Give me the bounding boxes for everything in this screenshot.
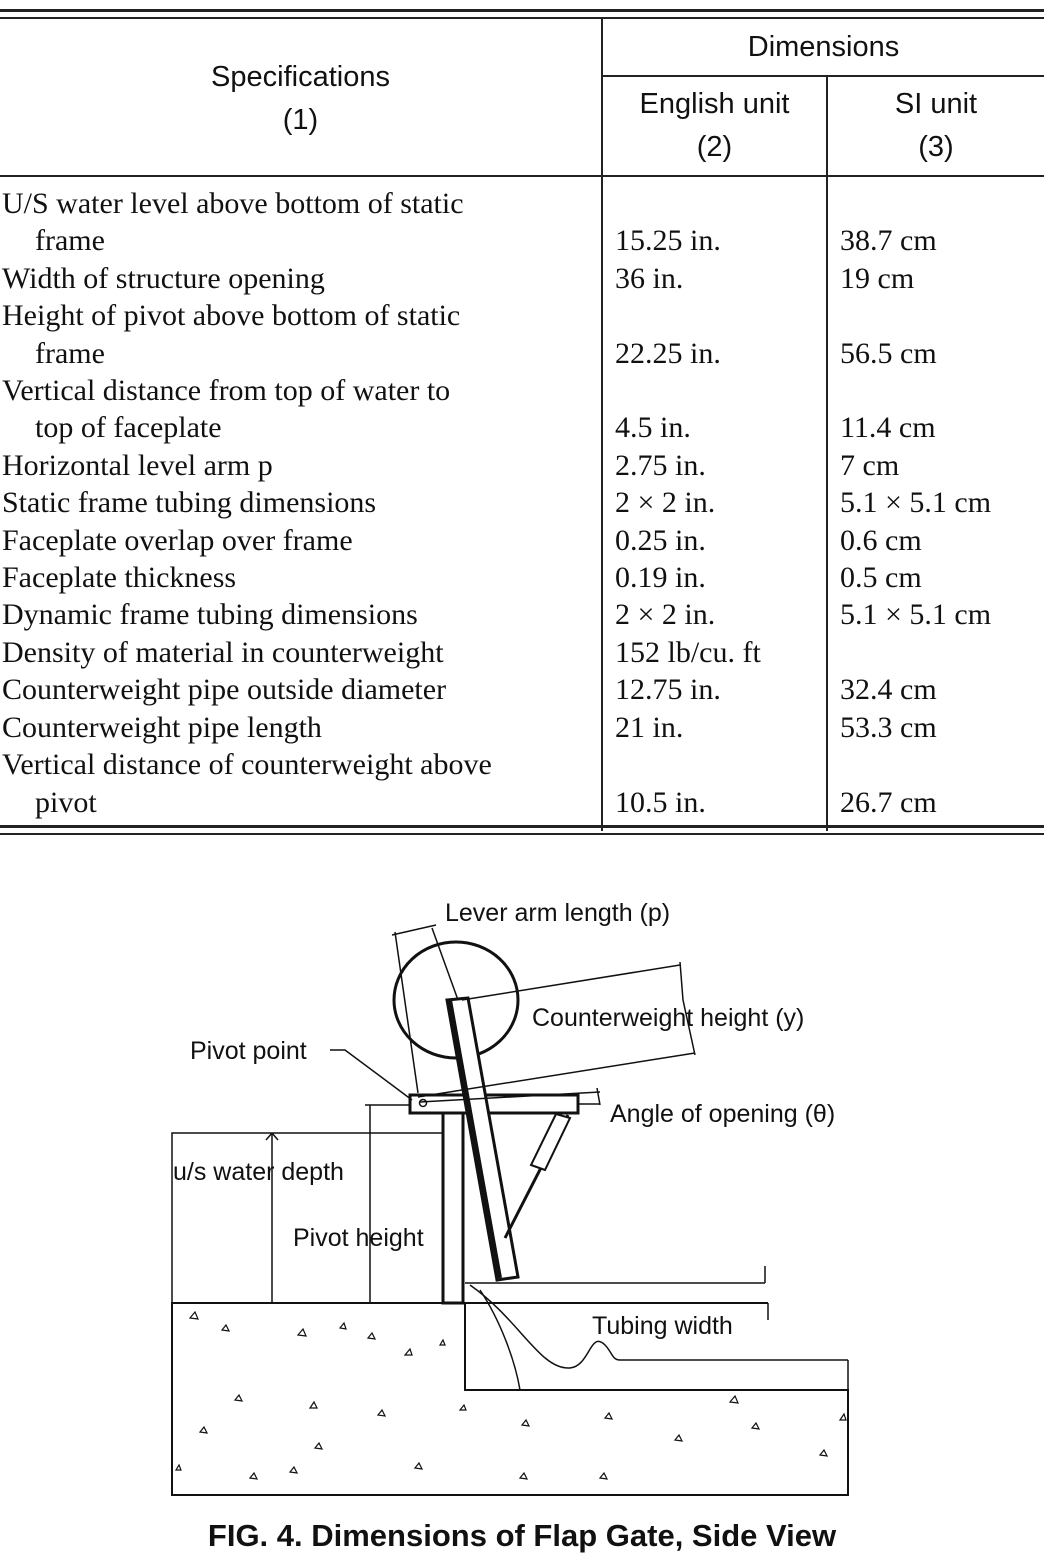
bottom-rule-thin xyxy=(0,833,1044,835)
spec-text: Counterweight pipe length xyxy=(2,710,322,744)
table-row xyxy=(0,709,1044,746)
figure-caption: FIG. 4. Dimensions of Flap Gate, Side View xyxy=(207,1518,837,1553)
table-row xyxy=(0,634,1044,671)
si-unit-cell: 26.7 cm xyxy=(827,746,1044,831)
spec-text: Vertical distance of counterweight above xyxy=(2,748,492,782)
spec-text: top of faceplate xyxy=(35,411,222,445)
english-unit-cell: 152 lb/cu. ft xyxy=(602,634,827,671)
table-row xyxy=(0,746,1044,831)
static-frame-post xyxy=(443,1113,463,1303)
label-tubing-width: Tubing width xyxy=(592,1312,733,1340)
spec-text: U/S water level above bottom of static xyxy=(2,187,464,220)
si-header-num: (3) xyxy=(918,131,954,163)
label-counterweight-height: Counterweight height (y) xyxy=(532,1004,805,1032)
spec-text: Static frame tubing dimensions xyxy=(2,486,377,520)
english-unit-cell: 0.19 in. xyxy=(602,559,827,596)
spec-cell xyxy=(0,372,602,447)
spec-cell xyxy=(0,176,602,260)
spec-text: frame xyxy=(35,224,105,258)
spec-text: frame xyxy=(35,336,105,370)
spec-text: Dynamic frame tubing dimensions xyxy=(2,598,418,632)
english-unit-cell: 0.25 in. xyxy=(602,522,827,559)
si-unit-cell: 5.1 × 5.1 cm xyxy=(827,596,1044,633)
si-unit-cell: 32.4 cm xyxy=(827,671,1044,708)
bottom-rule-thick xyxy=(0,825,1044,828)
si-unit-cell: 11.4 cm xyxy=(827,372,1044,447)
spec-cell xyxy=(0,522,602,559)
spec-text: Counterweight pipe outside diameter xyxy=(2,673,447,707)
table-row xyxy=(0,671,1044,708)
spec-cell xyxy=(0,671,602,708)
table-row xyxy=(0,260,1044,297)
header-specifications xyxy=(0,19,602,176)
spec-header-num: (1) xyxy=(282,104,319,136)
si-unit-cell: 7 cm xyxy=(827,447,1044,484)
spec-cell xyxy=(0,260,602,297)
english-header-num: (2) xyxy=(696,131,733,163)
english-unit-cell: 2 × 2 in. xyxy=(602,596,827,633)
spec-cell xyxy=(0,297,602,372)
si-unit-cell: 5.1 × 5.1 cm xyxy=(827,484,1044,521)
spec-cell xyxy=(0,596,602,633)
english-unit-cell: 21 in. xyxy=(602,709,827,746)
spec-cell xyxy=(0,559,602,596)
specifications-table xyxy=(0,19,1044,831)
label-pivot-height: Pivot height xyxy=(293,1224,424,1252)
spec-text: Faceplate thickness xyxy=(2,561,237,595)
flap-gate-diagram xyxy=(0,850,1044,1539)
header-dimensions: Dimensions xyxy=(602,19,1044,76)
label-pivot-point: Pivot point xyxy=(190,1037,307,1065)
spec-text: Height of pivot above bottom of static xyxy=(2,299,461,333)
si-unit-cell: 0.6 cm xyxy=(827,522,1044,559)
label-angle-of-opening: Angle of opening (θ) xyxy=(610,1100,836,1128)
si-unit-cell xyxy=(827,634,1044,671)
spec-cell xyxy=(0,484,602,521)
header-si-unit xyxy=(827,76,1044,176)
spec-text: Faceplate overlap over frame xyxy=(2,523,353,557)
english-unit-cell: 12.75 in. xyxy=(602,671,827,708)
concrete-base xyxy=(172,1303,848,1495)
header-english-unit xyxy=(602,76,827,176)
english-header-label: English unit xyxy=(639,88,790,120)
english-unit-cell: 4.5 in. xyxy=(602,372,827,447)
english-unit-cell: 22.25 in. xyxy=(602,297,827,372)
table-row xyxy=(0,559,1044,596)
english-unit-cell: 10.5 in. xyxy=(602,746,827,831)
si-unit-cell: 53.3 cm xyxy=(827,709,1044,746)
top-rule-thick xyxy=(0,9,1044,12)
table-row xyxy=(0,596,1044,633)
table-row xyxy=(0,522,1044,559)
english-unit-cell: 2 × 2 in. xyxy=(602,484,827,521)
si-unit-cell: 56.5 cm xyxy=(827,297,1044,372)
spec-text: Vertical distance from top of water to xyxy=(2,374,451,408)
table-row xyxy=(0,176,1044,260)
spec-text: Horizontal level arm p xyxy=(2,448,273,482)
spec-text: Width of structure opening xyxy=(2,261,325,295)
table-row xyxy=(0,372,1044,447)
spec-cell xyxy=(0,447,602,484)
table-row xyxy=(0,447,1044,484)
table-row xyxy=(0,297,1044,372)
spec-cell xyxy=(0,746,602,831)
si-unit-cell: 38.7 cm xyxy=(827,176,1044,260)
spec-cell xyxy=(0,709,602,746)
si-unit-cell: 19 cm xyxy=(827,260,1044,297)
si-unit-cell: 0.5 cm xyxy=(827,559,1044,596)
spec-text: Density of material in counterweight xyxy=(2,635,444,669)
table-row xyxy=(0,484,1044,521)
si-header-label: SI unit xyxy=(894,88,978,120)
label-lever-arm: Lever arm length (p) xyxy=(445,899,671,927)
english-unit-cell: 36 in. xyxy=(602,260,827,297)
english-unit-cell: 2.75 in. xyxy=(602,447,827,484)
concrete-aggregate xyxy=(176,1312,846,1479)
english-unit-cell: 15.25 in. xyxy=(602,176,827,260)
label-water-depth: u/s water depth xyxy=(173,1158,344,1186)
table-body xyxy=(0,176,1044,831)
spec-text: pivot xyxy=(35,785,97,819)
spec-cell xyxy=(0,634,602,671)
spec-header-label: Specifications xyxy=(211,61,390,93)
